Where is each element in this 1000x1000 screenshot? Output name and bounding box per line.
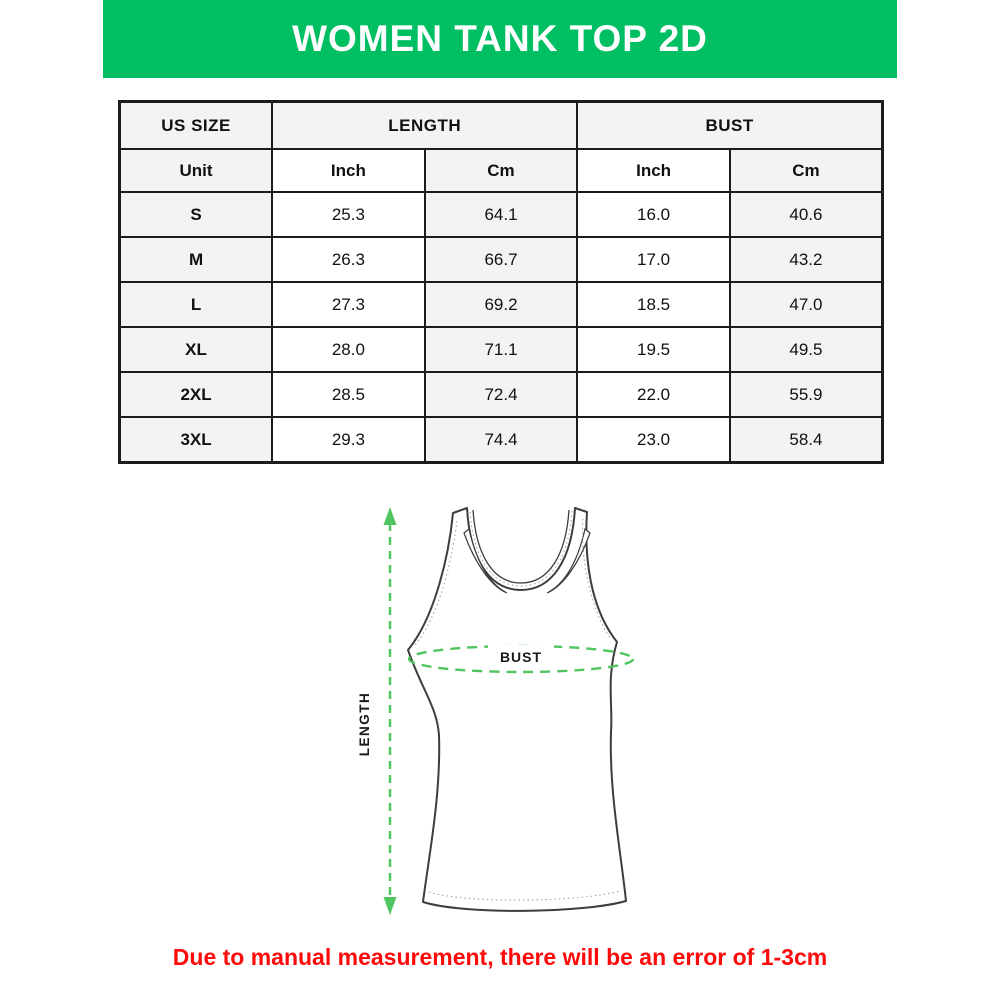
length-cm-header: Cm xyxy=(425,149,578,192)
measurement-cell: 18.5 xyxy=(577,282,730,327)
page-title: WOMEN TANK TOP 2D xyxy=(292,18,708,59)
title-banner xyxy=(103,0,897,78)
measurement-cell: 40.6 xyxy=(730,192,883,237)
measurement-cell: 74.4 xyxy=(425,417,578,463)
measurement-cell: 72.4 xyxy=(425,372,578,417)
bust-cm-header: Cm xyxy=(730,149,883,192)
measurement-cell: 29.3 xyxy=(272,417,425,463)
size-label: 3XL xyxy=(120,417,273,463)
tank-top-measurement-diagram xyxy=(350,495,670,945)
length-inch-header: Inch xyxy=(272,149,425,192)
measurement-cell: 55.9 xyxy=(730,372,883,417)
size-label: 2XL xyxy=(120,372,273,417)
size-label: XL xyxy=(120,327,273,372)
bust-label: BUST xyxy=(499,649,543,665)
measurement-cell: 19.5 xyxy=(577,327,730,372)
length-measure xyxy=(357,507,397,915)
tank-top-outline xyxy=(408,508,626,911)
measurement-cell: 43.2 xyxy=(730,237,883,282)
measurement-cell: 64.1 xyxy=(425,192,578,237)
size-label: L xyxy=(120,282,273,327)
length-label: LENGTH xyxy=(357,691,372,757)
measurement-cell: 69.2 xyxy=(425,282,578,327)
measurement-cell: 25.3 xyxy=(272,192,425,237)
measurement-cell: 23.0 xyxy=(577,417,730,463)
header-bust: BUST xyxy=(577,102,882,150)
unit-header: Unit xyxy=(120,149,273,192)
measurement-cell: 58.4 xyxy=(730,417,883,463)
arrow-down-icon xyxy=(384,897,397,915)
arrow-up-icon xyxy=(384,507,397,525)
measurement-cell: 17.0 xyxy=(577,237,730,282)
tank-top-drawing xyxy=(408,508,626,911)
measurement-cell: 22.0 xyxy=(577,372,730,417)
measurement-cell: 71.1 xyxy=(425,327,578,372)
measurement-cell: 26.3 xyxy=(272,237,425,282)
measurement-cell: 16.0 xyxy=(577,192,730,237)
header-length: LENGTH xyxy=(272,102,577,150)
measurement-cell: 47.0 xyxy=(730,282,883,327)
table-row-xl xyxy=(120,327,883,372)
table-row-3xl xyxy=(120,417,883,463)
measurement-cell: 49.5 xyxy=(730,327,883,372)
table-unit-row xyxy=(120,149,883,192)
measurement-cell: 28.5 xyxy=(272,372,425,417)
measurement-disclaimer: Due to manual measurement, there will be an error of 1-3cm xyxy=(172,944,828,970)
bust-inch-header: Inch xyxy=(577,149,730,192)
neck-binding-line xyxy=(473,510,569,583)
table-row-l xyxy=(120,282,883,327)
size-label: S xyxy=(120,192,273,237)
table-row-m xyxy=(120,237,883,282)
table-row-2xl xyxy=(120,372,883,417)
measurement-cell: 66.7 xyxy=(425,237,578,282)
header-us-size: US SIZE xyxy=(120,102,273,150)
table-row-s xyxy=(120,192,883,237)
measurement-cell: 28.0 xyxy=(272,327,425,372)
measurement-cell: 27.3 xyxy=(272,282,425,327)
size-table xyxy=(118,100,884,464)
size-label: M xyxy=(120,237,273,282)
table-group-header-row xyxy=(120,102,883,150)
